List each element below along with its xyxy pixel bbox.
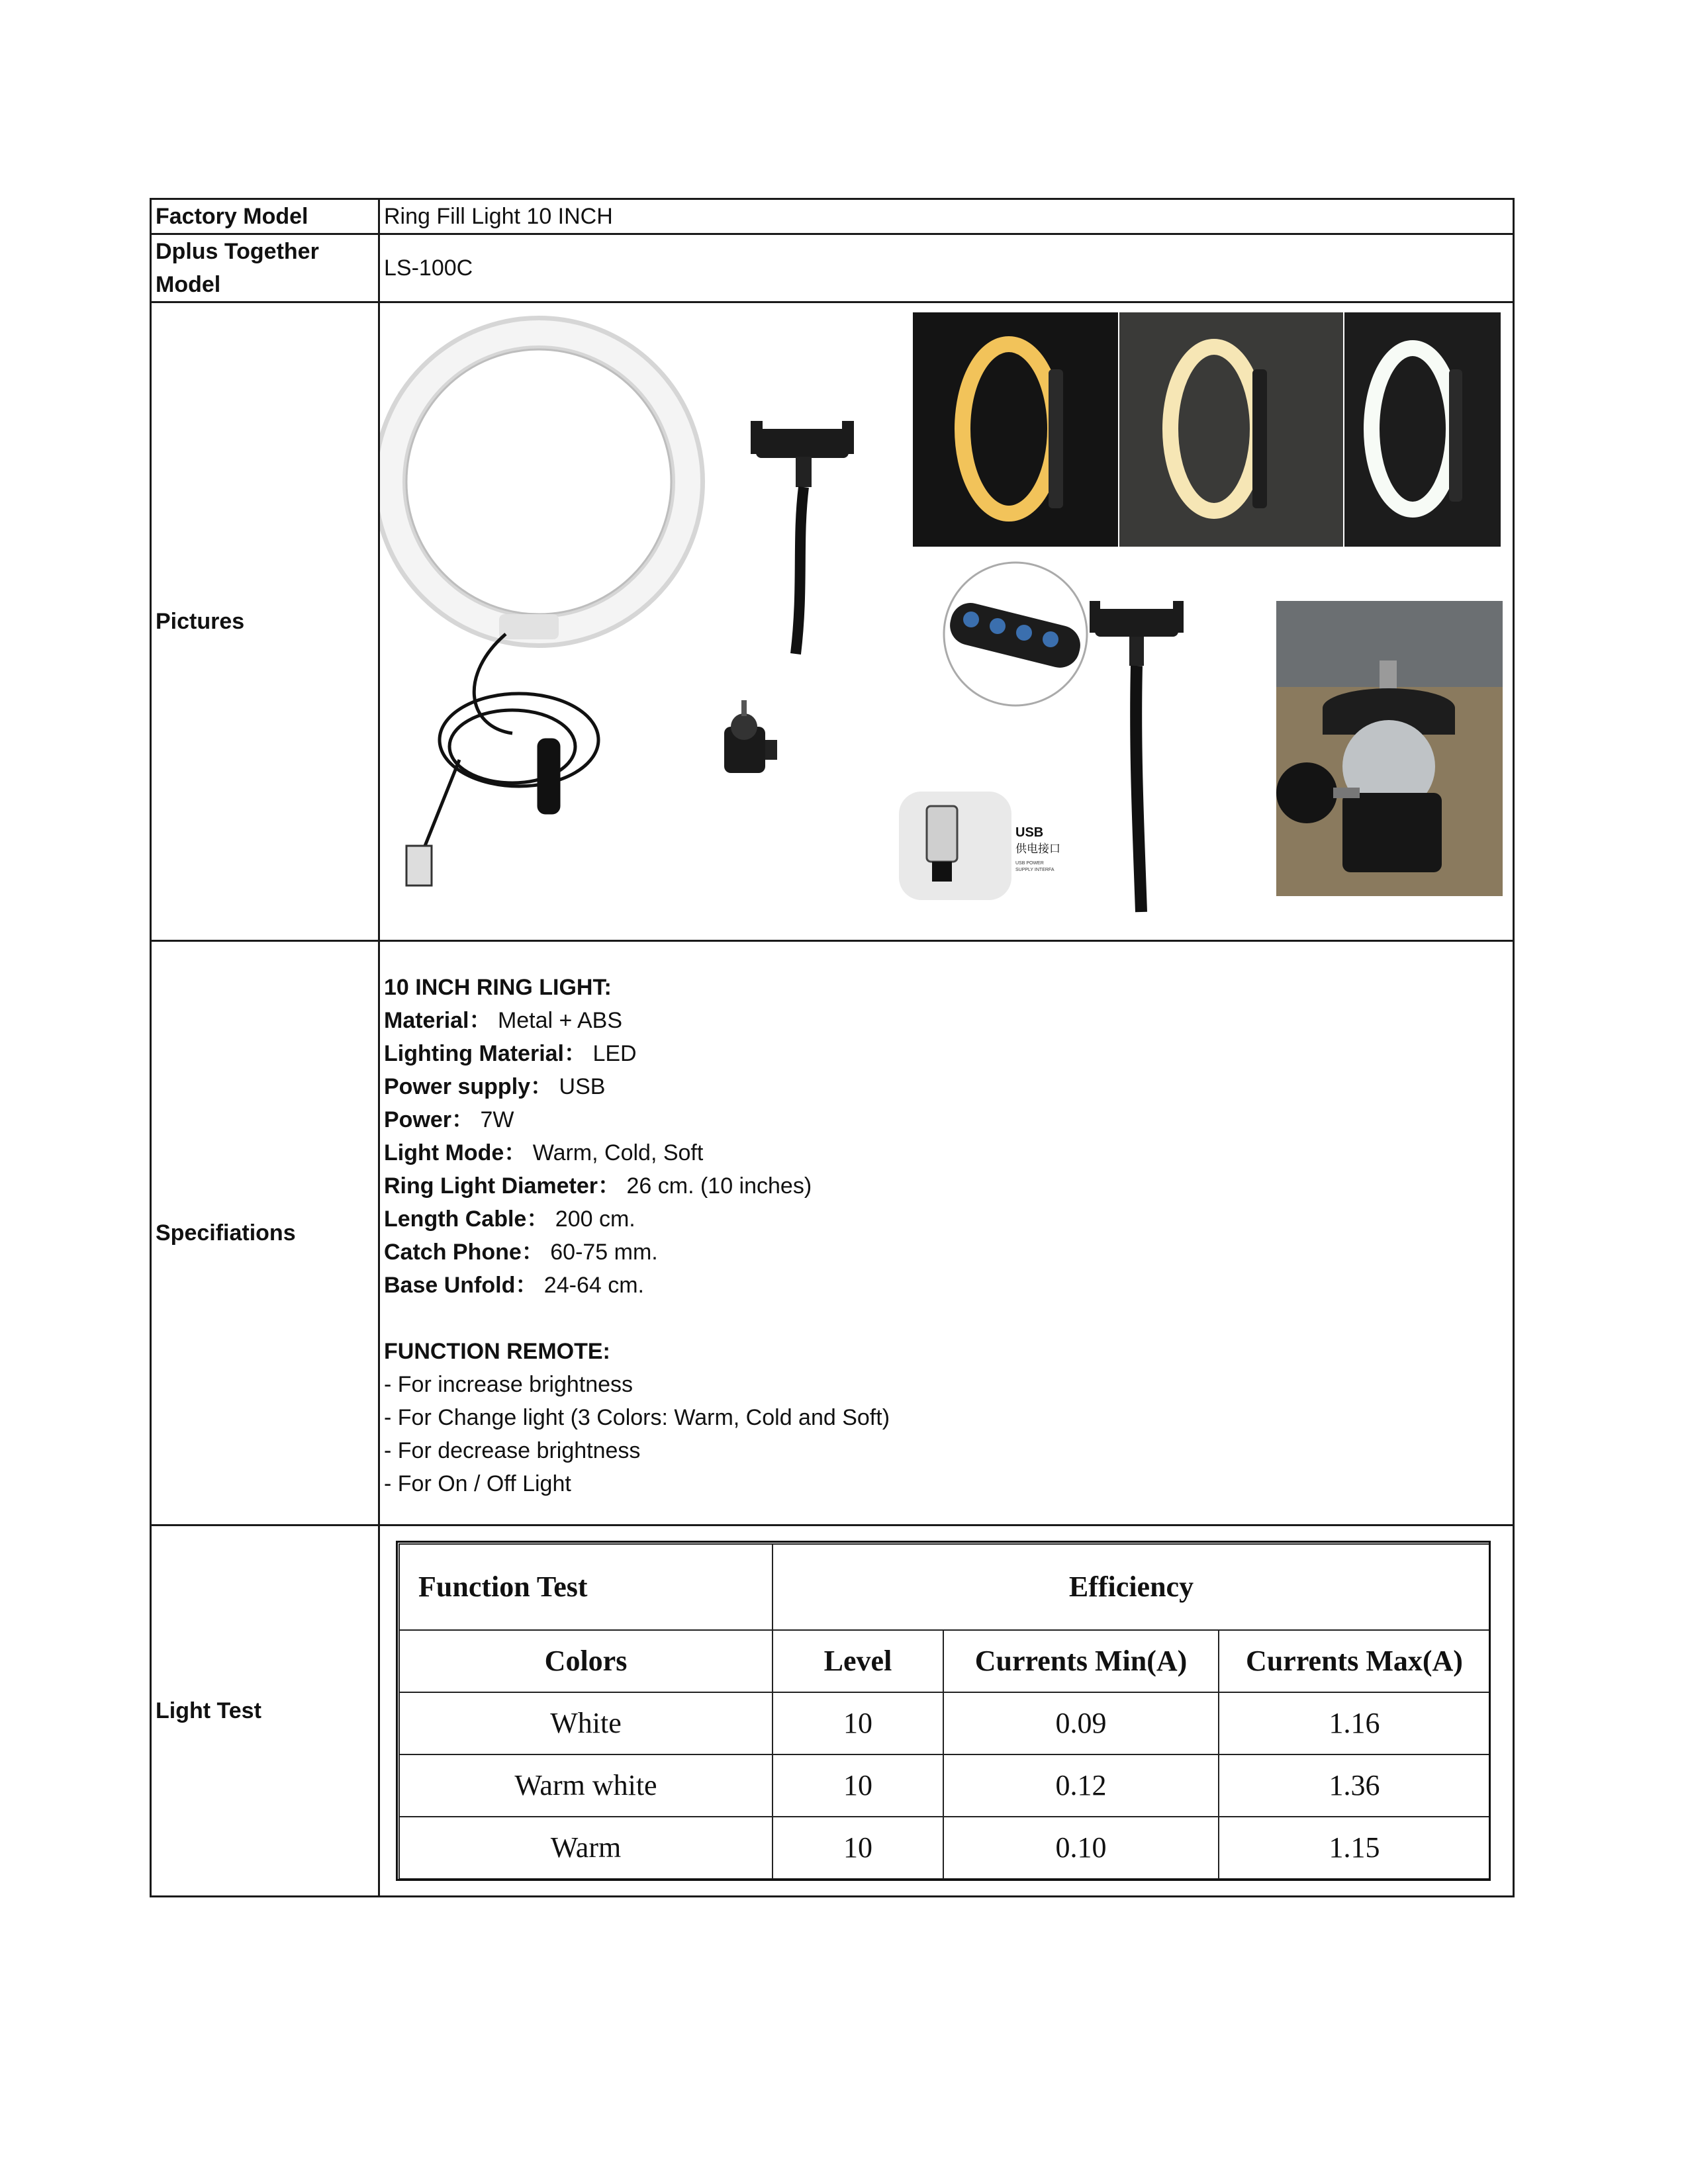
table-row	[399, 1817, 1490, 1879]
dplus-model-label-line2: Model	[156, 272, 221, 297]
level-cell: 10	[773, 1817, 943, 1879]
product-spec-table	[150, 198, 1515, 1897]
column-header-level: Level	[773, 1630, 943, 1692]
pictures-label: Pictures	[151, 302, 379, 941]
specifications-row	[151, 941, 1514, 1525]
color-cell: White	[399, 1692, 773, 1754]
max-current-cell: 1.15	[1219, 1817, 1490, 1879]
factory-model-label: Factory Model	[151, 199, 379, 234]
spec-item: Power： 7W	[384, 1107, 514, 1132]
remote-heading: FUNCTION REMOTE:	[384, 1339, 610, 1364]
dplus-model-label	[151, 234, 379, 302]
remote-item: - For On / Off Light	[384, 1471, 571, 1496]
gooseneck-photo	[1090, 601, 1184, 912]
dplus-model-row	[151, 234, 1514, 302]
phone-holder-photo	[751, 421, 854, 654]
spec-item: Catch Phone： 60-75 mm.	[384, 1240, 658, 1265]
light-test-row	[151, 1525, 1514, 1897]
ball-head-closeup-photo	[1276, 601, 1503, 896]
efficiency-header: Efficiency	[773, 1544, 1490, 1630]
remote-control-closeup	[944, 563, 1087, 705]
spec-item: Power supply： USB	[384, 1074, 606, 1099]
function-test-header: Function Test	[399, 1544, 773, 1630]
spec-item: Base Unfold： 24-64 cm.	[384, 1273, 644, 1298]
column-header-min: Currents Min(A)	[943, 1630, 1219, 1692]
min-current-cell: 0.09	[943, 1692, 1219, 1754]
color-cell: Warm white	[399, 1754, 773, 1817]
usb-label: USB	[1015, 825, 1044, 840]
spec-item: Material： Metal + ABS	[384, 1008, 622, 1033]
min-current-cell: 0.10	[943, 1817, 1219, 1879]
spec-heading: 10 INCH RING LIGHT:	[384, 975, 612, 1000]
light-test-cell	[379, 1525, 1514, 1897]
column-header-colors: Colors	[399, 1630, 773, 1692]
pictures-cell	[379, 302, 1514, 941]
table-row	[399, 1754, 1490, 1817]
usb-cn-label: 供电接口	[1015, 842, 1060, 856]
specifications-cell	[379, 941, 1514, 1525]
max-current-cell: 1.16	[1219, 1692, 1490, 1754]
light-test-header-columns	[399, 1630, 1490, 1692]
light-test-table	[399, 1543, 1491, 1880]
ball-head-mount-photo	[724, 700, 777, 773]
spec-item: Ring Light Diameter： 26 cm. (10 inches)	[384, 1173, 812, 1199]
table-row	[399, 1692, 1490, 1754]
level-cell: 10	[773, 1692, 943, 1754]
level-cell: 10	[773, 1754, 943, 1817]
factory-model-row	[151, 199, 1514, 234]
max-current-cell: 1.36	[1219, 1754, 1490, 1817]
usb-small-label-2: SUPPLY INTERFA	[1015, 868, 1055, 872]
soft-light-photo	[1119, 312, 1343, 547]
pictures-row	[151, 302, 1514, 941]
usb-small-label-1: USB POWER	[1015, 861, 1044, 866]
usb-plug	[406, 846, 432, 886]
spec-item: Lighting Material： LED	[384, 1041, 637, 1066]
light-test-header-top	[399, 1544, 1490, 1630]
spec-item: Length Cable： 200 cm.	[384, 1206, 635, 1232]
warm-light-photo	[913, 312, 1118, 547]
remote-item: - For decrease brightness	[384, 1438, 641, 1463]
specifications-label: Specifiations	[151, 941, 379, 1525]
product-photos	[380, 303, 1517, 940]
spec-item: Light Mode： Warm, Cold, Soft	[384, 1140, 704, 1165]
specifications-list	[384, 966, 1509, 1500]
cold-light-photo	[1344, 312, 1501, 547]
column-header-max: Currents Max(A)	[1219, 1630, 1490, 1692]
ring-light-photo	[390, 333, 688, 639]
dplus-model-label-line1: Dplus Together	[156, 239, 319, 264]
light-test-label: Light Test	[151, 1525, 379, 1897]
min-current-cell: 0.12	[943, 1754, 1219, 1817]
factory-model-value: Ring Fill Light 10 INCH	[379, 199, 1514, 234]
usb-power-card	[899, 792, 1060, 900]
remote-item: - For Change light (3 Colors: Warm, Cold and Soft)	[384, 1405, 890, 1430]
color-cell: Warm	[399, 1817, 773, 1879]
dplus-model-value: LS-100C	[379, 234, 1514, 302]
remote-item: - For increase brightness	[384, 1372, 633, 1397]
usb-cable-coil	[420, 634, 598, 859]
